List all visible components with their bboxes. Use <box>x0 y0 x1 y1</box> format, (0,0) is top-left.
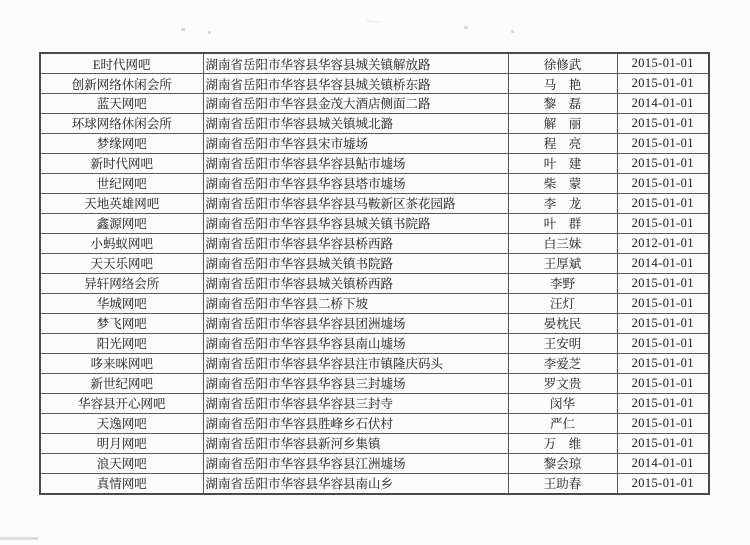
owner-name-cell: 王助春 <box>508 473 617 494</box>
cafe-address-cell: 湖南省岳阳市华容县华容县南山墟场 <box>203 333 508 353</box>
license-date-cell: 2015-01-01 <box>617 113 709 133</box>
cafe-address-cell: 湖南省岳阳市华容县华容县注市镇隆庆码头 <box>203 353 508 373</box>
cafe-address-cell: 湖南省岳阳市华容县胜峰乡石伏村 <box>203 413 508 433</box>
table-row <box>40 353 709 373</box>
table-row <box>40 393 709 413</box>
cafe-address-cell: 湖南省岳阳市华容县宋市墟场 <box>203 133 508 153</box>
scan-artifact-speck <box>181 28 185 31</box>
owner-name-cell: 闵华 <box>508 393 617 413</box>
owner-name-cell: 黎会琼 <box>508 453 617 473</box>
cafe-address-cell: 湖南省岳阳市华容县华容县城关镇桥东路 <box>203 74 508 94</box>
table-row <box>40 53 709 74</box>
table-row <box>40 273 709 293</box>
cafe-name-cell: 异轩网络会所 <box>40 273 203 293</box>
scan-artifact-speck <box>464 26 468 29</box>
license-date-cell: 2015-01-01 <box>617 213 709 233</box>
owner-name-cell: 解 丽 <box>508 113 617 133</box>
cafe-name-cell: 华容县开心网吧 <box>40 393 203 413</box>
table-row <box>40 253 709 273</box>
license-date-cell: 2015-01-01 <box>617 393 709 413</box>
cafe-name-cell: 浪天网吧 <box>40 453 203 473</box>
scan-artifact-line <box>366 20 380 23</box>
owner-name-cell: 李 龙 <box>508 193 617 213</box>
owner-name-cell: 万 维 <box>508 433 617 453</box>
license-date-cell: 2015-01-01 <box>617 473 709 494</box>
license-date-cell: 2015-01-01 <box>617 193 709 213</box>
table-row <box>40 473 709 494</box>
cafe-name-cell: 创新网络休闲会所 <box>40 74 203 94</box>
cafe-address-cell: 湖南省岳阳市华容县华容县城关镇解放路 <box>203 53 508 74</box>
table-row <box>40 373 709 393</box>
owner-name-cell: 徐修武 <box>508 53 617 74</box>
cafe-name-cell: 新时代网吧 <box>40 153 203 173</box>
scan-artifact-smudge <box>0 537 38 540</box>
table-row <box>40 213 709 233</box>
scan-artifact-speck <box>208 31 211 34</box>
owner-name-cell: 马 艳 <box>508 74 617 94</box>
license-date-cell: 2014-01-01 <box>617 453 709 473</box>
license-date-cell: 2015-01-01 <box>617 153 709 173</box>
license-date-cell: 2015-01-01 <box>617 413 709 433</box>
license-date-cell: 2014-01-01 <box>617 94 709 114</box>
cafe-name-cell: E时代网吧 <box>40 53 203 74</box>
license-date-cell: 2012-01-01 <box>617 233 709 253</box>
cafe-address-cell: 湖南省岳阳市华容县华容县三封墟场 <box>203 373 508 393</box>
cafe-address-cell: 湖南省岳阳市华容县新河乡集镇 <box>203 433 508 453</box>
owner-name-cell: 白三妹 <box>508 233 617 253</box>
license-date-cell: 2015-01-01 <box>617 53 709 74</box>
table-row <box>40 113 709 133</box>
owner-name-cell: 王安明 <box>508 333 617 353</box>
cafe-name-cell: 华城网吧 <box>40 293 203 313</box>
license-date-cell: 2015-01-01 <box>617 433 709 453</box>
cafe-name-cell: 真情网吧 <box>40 473 203 494</box>
cafe-address-cell: 湖南省岳阳市华容县华容县三封寺 <box>203 393 508 413</box>
owner-name-cell: 李爱芝 <box>508 353 617 373</box>
cafe-address-cell: 湖南省岳阳市华容县华容县南山乡 <box>203 473 508 494</box>
table-row <box>40 193 709 213</box>
table-row <box>40 333 709 353</box>
cafe-address-cell: 湖南省岳阳市华容县华容县团洲墟场 <box>203 313 508 333</box>
table-row <box>40 293 709 313</box>
cafe-address-cell: 湖南省岳阳市华容县华容县江洲墟场 <box>203 453 508 473</box>
table-row <box>40 453 709 473</box>
owner-name-cell: 柴 蒙 <box>508 173 617 193</box>
cafe-name-cell: 梦缘网吧 <box>40 133 203 153</box>
cafe-address-cell: 湖南省岳阳市华容县华容县鲇市墟场 <box>203 153 508 173</box>
owner-name-cell: 程 亮 <box>508 133 617 153</box>
owner-name-cell: 叶 建 <box>508 153 617 173</box>
cafe-name-cell: 天地英雄网吧 <box>40 193 203 213</box>
license-date-cell: 2015-01-01 <box>617 333 709 353</box>
owner-name-cell: 王厚斌 <box>508 253 617 273</box>
cafe-address-cell: 湖南省岳阳市华容县华容县城关镇书院路 <box>203 213 508 233</box>
cafe-address-cell: 湖南省岳阳市华容县金茂大酒店侧面二路 <box>203 94 508 114</box>
cafe-name-cell: 阳光网吧 <box>40 333 203 353</box>
table-row <box>40 74 709 94</box>
cafe-name-cell: 天天乐网吧 <box>40 253 203 273</box>
cafe-name-cell: 世纪网吧 <box>40 173 203 193</box>
owner-name-cell: 叶 群 <box>508 213 617 233</box>
cafe-name-cell: 蓝天网吧 <box>40 94 203 114</box>
cafe-address-cell: 湖南省岳阳市华容县华容县马鞍新区茶花园路 <box>203 193 508 213</box>
cafe-name-cell: 小蚂蚁网吧 <box>40 233 203 253</box>
cafe-address-cell: 湖南省岳阳市华容县华容县桥西路 <box>203 233 508 253</box>
license-date-cell: 2015-01-01 <box>617 293 709 313</box>
cafe-address-cell: 湖南省岳阳市华容县城关镇书院路 <box>203 253 508 273</box>
cafe-name-cell: 哆来咪网吧 <box>40 353 203 373</box>
owner-name-cell: 李野 <box>508 273 617 293</box>
owner-name-cell: 黎 磊 <box>508 94 617 114</box>
cafe-name-cell: 梦飞网吧 <box>40 313 203 333</box>
license-date-cell: 2015-01-01 <box>617 173 709 193</box>
license-date-cell: 2015-01-01 <box>617 313 709 333</box>
license-date-cell: 2015-01-01 <box>617 373 709 393</box>
table-row <box>40 173 709 193</box>
cafe-address-cell: 湖南省岳阳市华容县城关镇城北潞 <box>203 113 508 133</box>
cafe-name-cell: 天逸网吧 <box>40 413 203 433</box>
table-row <box>40 133 709 153</box>
table-row <box>40 153 709 173</box>
table-row <box>40 233 709 253</box>
internet-cafe-table <box>39 52 710 495</box>
license-date-cell: 2015-01-01 <box>617 353 709 373</box>
cafe-address-cell: 湖南省岳阳市华容县城关镇桥西路 <box>203 273 508 293</box>
table-row <box>40 94 709 114</box>
cafe-name-cell: 新世纪网吧 <box>40 373 203 393</box>
license-date-cell: 2015-01-01 <box>617 74 709 94</box>
owner-name-cell: 严仁 <box>508 413 617 433</box>
cafe-name-cell: 环球网络休闲会所 <box>40 113 203 133</box>
license-date-cell: 2015-01-01 <box>617 273 709 293</box>
owner-name-cell: 晏枕民 <box>508 313 617 333</box>
license-date-cell: 2014-01-01 <box>617 253 709 273</box>
table-row <box>40 433 709 453</box>
cafe-address-cell: 湖南省岳阳市华容县华容县塔市墟场 <box>203 173 508 193</box>
owner-name-cell: 汪灯 <box>508 293 617 313</box>
table-row <box>40 413 709 433</box>
table-body <box>40 53 709 494</box>
scan-artifact-speck <box>511 30 514 33</box>
cafe-address-cell: 湖南省岳阳市华容县二桥下坡 <box>203 293 508 313</box>
owner-name-cell: 罗文贵 <box>508 373 617 393</box>
cafe-name-cell: 鑫源网吧 <box>40 213 203 233</box>
license-date-cell: 2015-01-01 <box>617 133 709 153</box>
cafe-name-cell: 明月网吧 <box>40 433 203 453</box>
table-row <box>40 313 709 333</box>
